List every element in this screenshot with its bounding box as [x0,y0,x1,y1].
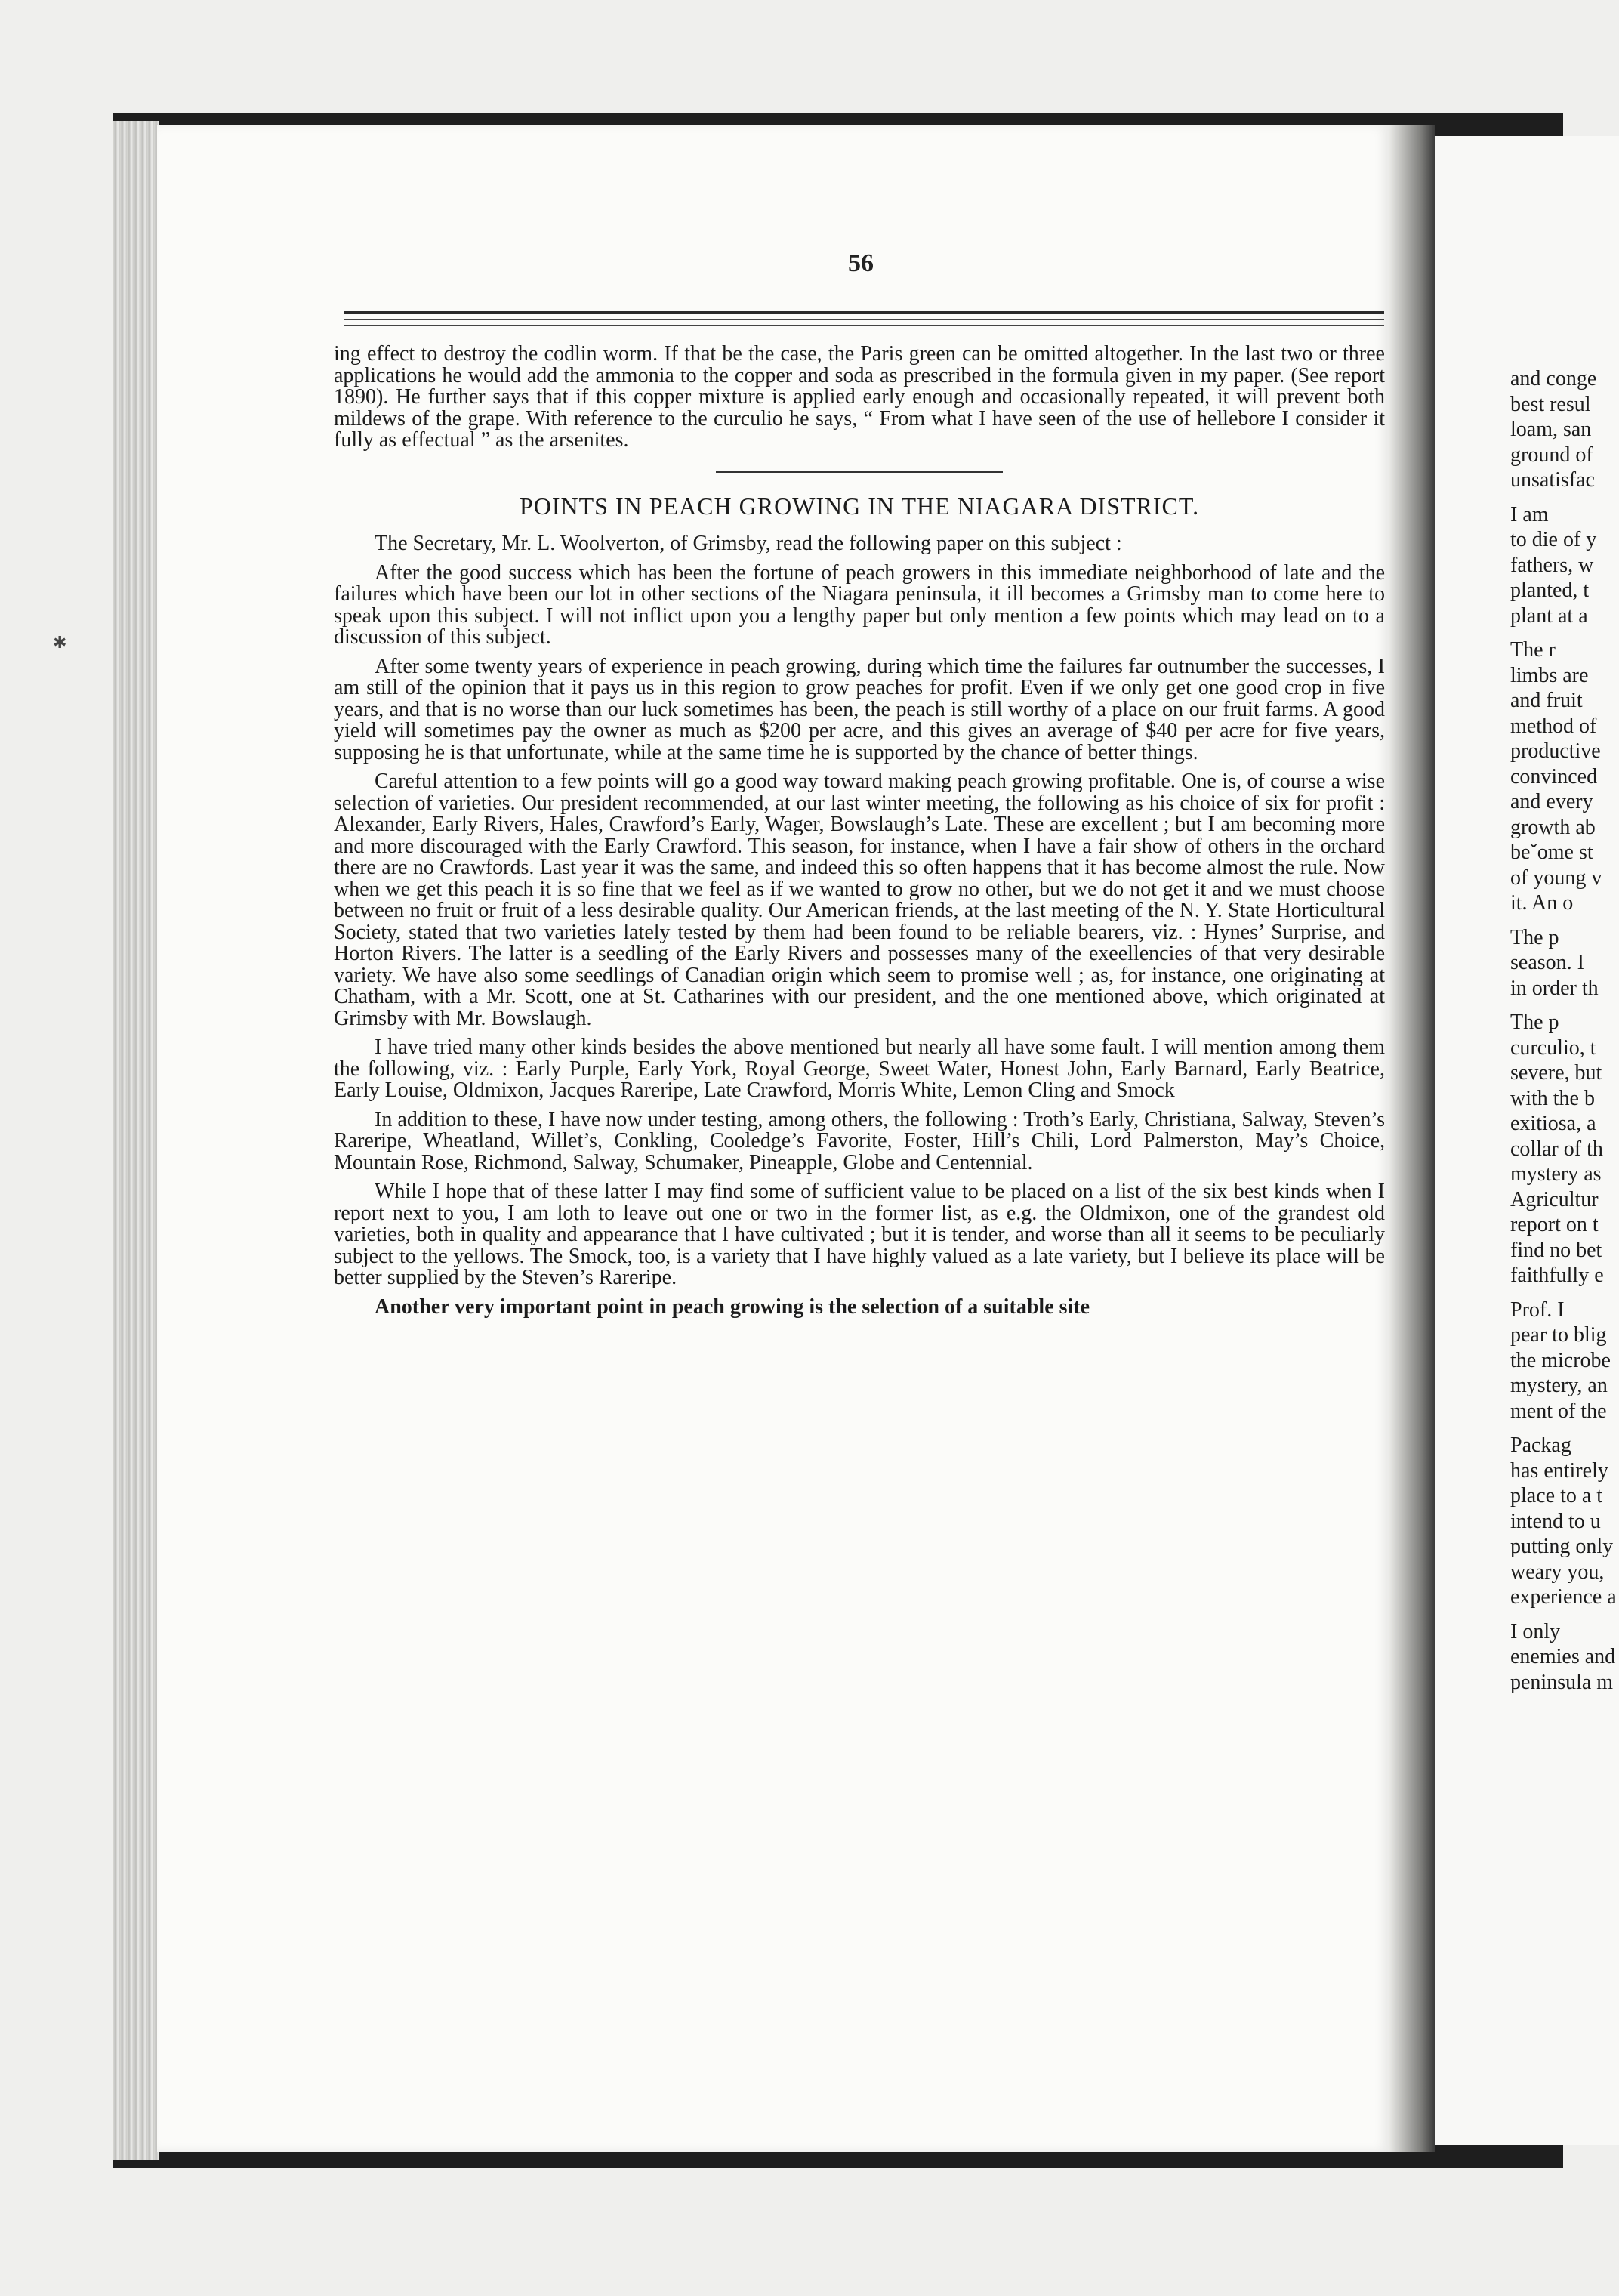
right-page-line: The r [1510,638,1556,662]
right-page-line: to die of y [1510,528,1597,551]
section-divider [716,471,1003,473]
right-page-line: convinced [1510,764,1598,788]
right-page-line: Prof. I [1510,1298,1565,1322]
right-page-line: method of [1510,714,1597,738]
scan-speck: ✱ [53,633,67,652]
right-page-line: severe, but [1510,1061,1602,1085]
right-page-line: exitiosa, a [1510,1112,1596,1135]
right-page-line: ground of [1510,443,1593,467]
body-paragraph: Careful attention to a few points will go a good way toward making peach growing profitable. One is, of course a wise selection of varieties. Our president recommended, at our last winter meeting, the following as his choice of six for profit : Alexander, Early Rivers, Hales, Crawford’s Early, Wager, Bowslaugh’s Late. These are excellent ; but I am becoming more and more discouraged with the Early Crawford. This season, for instance, when I have a fair show of others in the orchard there are no Crawfords. Last year it was the same, and indeed this so often happens that it has become almost the rule. Now when we get this peach it is so fine that we feel as if we wanted to grow no other, but we do not get it and we must choose between no fruit or fruit of a less desirable quality. Our American friends, at the last meeting of the N. Y. State Horticultural Society, stated that two varieties lately tested by them had been found to be reliable bearers, viz. : Hynes’ Surprise, and Horton Rivers. The latter is a seedling of the Early Rivers and possesses many of the exeellencies of that very desirable variety. We have also some seedlings of Canadian origin which seem to promise well ; as, for instance, one originating at Chatham, with a Mr. Scott, one at St. Catharines with our president, and the one mentioned above, which originated at Grimsby with Mr. Bowslaugh. [334,770,1385,1030]
book-gutter [1389,125,1435,2152]
right-page-line: curculio, t [1510,1035,1596,1060]
header-rule-hair [344,325,1384,326]
book-page-edges [113,121,159,2160]
right-page-line: loam, san [1510,418,1592,441]
right-page-line: growth ab [1510,815,1596,839]
right-page-line [1510,1424,1619,1433]
right-page-line: it. An o [1510,891,1574,915]
right-page-line: experience a [1510,1585,1617,1609]
body-paragraph: After the good success which has been the fortune of peach growers in this immediate neighborhood of late and the failures which have been our lot in other sections of the Niagara peninsula, it ill becomes a Grimsby man to come here to speak upon this subject. I will not inflict upon you a lengthy paper but only mention a few points which may lead on to a discussion of this subject. [334,560,1385,649]
right-page-line: productive [1510,739,1601,763]
page-number: 56 [848,249,874,277]
right-page-line: unsatisfac [1510,468,1595,492]
right-page-line: planted, t [1510,579,1590,602]
right-page-line: mystery as [1510,1162,1602,1186]
body-paragraph: I have tried many other kinds besides the above mentioned but nearly all have some fault. I will mention among them the following, viz. : Early Purple, Early York, Royal George, Sweet Water, Honest John, Early Barnard, Early Beatrice, Early Louise, Oldmixon, Jacques Rareripe, Late Crawford, Morris White, Lemon Cling and Smock [334,1035,1385,1102]
right-page-line: in order th [1510,976,1599,1000]
right-page-text [1510,366,1619,1695]
right-page-line: Agricultur [1510,1187,1599,1211]
right-page-line: peninsula m [1510,1670,1614,1694]
right-page-line [1510,1001,1619,1010]
right-page-line: of young v [1510,866,1602,890]
right-page-line: enemies and [1510,1645,1616,1668]
right-page-line: weary you, [1510,1560,1605,1584]
header-rule-thin [344,319,1384,320]
right-page-line: fathers, w [1510,553,1594,577]
right-page-line: The p [1510,925,1559,949]
right-page-line [1510,1288,1619,1298]
right-page-line: faithfully e [1510,1264,1604,1287]
right-page-line: pear to blig [1510,1323,1607,1347]
final-paragraph: Another very important point in peach growing is the selection of a suitable site [375,1295,1090,1319]
section-heading: POINTS IN PEACH GROWING IN THE NIAGARA DISTRICT. [519,492,1200,520]
right-page-line: and every [1510,790,1593,813]
page-body [334,344,1385,1325]
right-page-line: putting only [1510,1535,1614,1558]
body-paragraph: After some twenty years of experience in peach growing, during which time the failures far outnumber the successes, I am still of the opinion that it pays us in this region to grow peaches for profit. Even if we only get one good crop in five years, and that is no worse than our luck sometimes has been, the peach is still worthy of a place on our fruit farms. A good yield will sometimes pay the owner as much as $200 per acre, and this gives an average of $40 per acre for five years, supposing he is that unfortunate, while at the same time he is supported by the chance of better things. [334,654,1385,764]
intro-paragraph: The Secretary, Mr. L. Woolverton, of Grimsby, read the following paper on this subject : [375,532,1122,555]
right-page-line: the microbe [1510,1348,1611,1372]
right-page-line: plant at a [1510,603,1588,628]
right-page-line: I only [1510,1619,1561,1643]
right-page-line: and fruit [1510,689,1583,712]
right-page-line: and conge [1510,367,1597,390]
right-page-line: season. I [1510,951,1584,974]
right-page-line: The p [1510,1011,1559,1034]
right-page-line: beˇome st [1510,841,1593,864]
right-page-line: I am [1510,502,1549,526]
right-page-line [1510,1610,1619,1619]
continuation-paragraph: ing effect to destroy the codlin worm. If that be the case, the Paris green can be omitted altogether. In the last two or three applications he would add the ammonia to the copper and soda as prescribed in the formula given in my paper. (See report 1890). He further says that if this copper mixture is applied early enough and occasionally repeated, it will prevent both mildews of the grape. With reference to the curculio he says, “ From what I have seen of the use of hellebore I consider it fully as effectual ” as the arsenites. [334,342,1385,452]
right-page-line: best resul [1510,392,1591,416]
right-page-line [1510,916,1619,925]
right-page-line: ment of the [1510,1399,1607,1423]
right-page-line: Packag [1510,1433,1571,1457]
right-page-line: place to a t [1510,1484,1603,1508]
right-page-line: mystery, an [1510,1374,1608,1397]
right-page-line: limbs are [1510,663,1589,687]
right-page-line [1510,493,1619,502]
right-page-line: with the b [1510,1086,1595,1110]
right-page-line: collar of th [1510,1137,1603,1161]
right-page-line [1510,628,1619,637]
body-paragraph: While I hope that of these latter I may find some of sufficient value to be placed on a list of the six best kinds when I report next to you, I am loth to leave out one or two in the former list, as e.g. the Oldmixon, one of the grandest old varieties, both in quality and appearance that I have cultivated ; but it is tender, and worse than all it seems to be peculiarly subject to the yellows. The Smock, too, is a variety that I have highly valued as a late variety, but I believe its place will be better supplied by the Steven’s Rareripe. [334,1180,1385,1289]
right-page [1435,136,1619,2145]
body-paragraph: In addition to these, I have now under testing, among others, the following : Troth’s Early, Christiana, Salway, Steven’s Rareripe, Wheatland, Willet’s, Conkling, Cooledge’s Favorite, Foster, Hill’s Chili, Lord Palmerston, May’s Choice, Mountain Rose, Richmond, Salway, Schumaker, Pineapple, Globe and Centennial. [334,1107,1385,1174]
header-rule-thick [344,311,1384,314]
right-page-line: report on t [1510,1213,1599,1236]
right-page-line: has entirely [1510,1458,1608,1483]
right-page-line: find no bet [1510,1238,1602,1262]
right-page-line: intend to u [1510,1509,1601,1533]
